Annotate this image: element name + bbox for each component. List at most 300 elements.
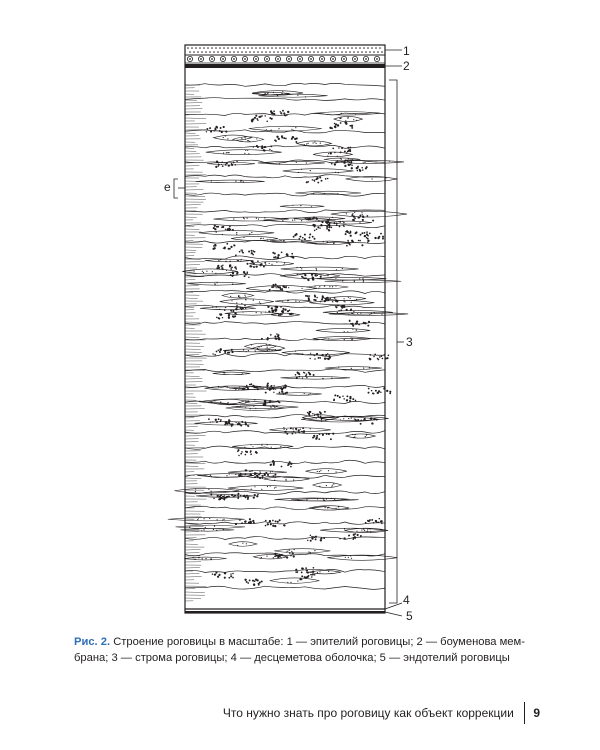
stroma-dot [305, 295, 307, 297]
stroma-dot [359, 215, 361, 217]
stroma-dot [256, 495, 258, 497]
keratocyte-dot [361, 529, 362, 530]
keratocyte-dot [288, 300, 289, 301]
stroma-dot [217, 576, 219, 578]
keratocyte-dot [230, 261, 231, 262]
keratocyte-dot [350, 338, 351, 339]
stroma-dot [244, 521, 246, 523]
epithelium-cell [279, 47, 281, 49]
stroma-dot [343, 537, 345, 539]
stroma-dot [339, 396, 341, 398]
stroma-dot [301, 571, 303, 573]
stroma-dot [231, 494, 233, 496]
keratocyte-dot [385, 177, 386, 178]
keratocyte [231, 236, 278, 240]
keratocyte-dot [293, 313, 294, 314]
basal-cell-nucleus [310, 58, 312, 60]
epithelium-cell [301, 51, 303, 53]
stroma-dot [230, 423, 232, 425]
stroma-dot [227, 228, 229, 230]
epithelium-cell [361, 51, 363, 53]
keratocyte-dot [347, 118, 348, 119]
stroma-dot [263, 265, 265, 267]
stroma-dot [376, 521, 377, 522]
keratocyte [205, 259, 251, 262]
keratocyte-dot [238, 389, 239, 390]
stroma-dot [337, 304, 339, 306]
stroma-dot [273, 385, 274, 386]
stroma-dot [254, 117, 256, 119]
keratocyte-dot [325, 507, 326, 508]
stroma-dot [295, 432, 297, 434]
stroma-dot [346, 395, 348, 397]
stroma-dot [229, 248, 231, 250]
stroma-dot [295, 569, 297, 571]
keratocyte-dot [250, 444, 251, 445]
stroma-dot [317, 227, 319, 229]
keratocyte-dot [343, 301, 344, 302]
keratocyte-dot [343, 418, 344, 419]
stroma-dot [242, 388, 244, 390]
keratocyte-dot [245, 407, 246, 408]
keratocyte-dot [336, 471, 337, 472]
keratocyte-dot [272, 471, 273, 472]
keratocyte [249, 262, 294, 266]
epithelium-cell [315, 47, 317, 49]
stroma-dot [270, 388, 272, 390]
stroma-dot [245, 423, 247, 425]
stroma-dot [285, 138, 287, 140]
stroma-dot [325, 354, 327, 356]
stroma-dot [289, 461, 291, 463]
keratocyte-dot [305, 96, 306, 97]
stroma-dot [326, 297, 328, 299]
keratocyte-dot [295, 351, 296, 352]
stroma-dot [352, 398, 354, 400]
stroma-dot [231, 349, 233, 351]
stroma-dot [282, 393, 284, 395]
stroma-dot [306, 373, 308, 375]
epithelium-cell [359, 47, 361, 49]
stroma-dot [238, 422, 239, 423]
keratocyte-dot [352, 159, 353, 160]
keratocyte-dot [251, 232, 252, 233]
keratocyte-dot [245, 150, 246, 151]
basal-cell-nucleus [288, 58, 290, 60]
keratocyte [270, 578, 320, 583]
keratocyte-dot [243, 181, 244, 182]
keratocyte-dot [236, 232, 237, 233]
stroma-dot [286, 254, 288, 256]
keratocyte-dot [319, 286, 320, 287]
stroma-dot [350, 308, 352, 310]
stroma-dot [246, 581, 248, 583]
epithelium-cell [257, 51, 259, 53]
keratocyte-dot [319, 486, 320, 487]
stroma-dot [313, 299, 315, 301]
cornea-diagram [160, 36, 420, 626]
keratocyte-dot [306, 162, 307, 163]
stroma-dot [261, 147, 263, 149]
keratocyte-dot [254, 486, 255, 487]
stroma-dot [275, 284, 277, 286]
stroma-dot [253, 583, 255, 585]
stroma-dot [282, 310, 284, 312]
keratocyte-dot [239, 402, 240, 403]
keratocyte-dot [225, 261, 226, 262]
stroma-dot [298, 431, 300, 433]
keratocyte-dot [362, 214, 363, 215]
stroma-dot [297, 372, 299, 374]
epithelium-cell [193, 51, 195, 53]
stroma-dot [219, 130, 221, 132]
keratocyte-dot [221, 164, 222, 165]
keratocyte-dot [351, 558, 352, 559]
stroma-dot [264, 115, 266, 117]
stroma-dot [361, 167, 362, 168]
stroma-dot [377, 237, 379, 239]
stroma-dot [268, 306, 270, 308]
keratocyte-dot [300, 267, 301, 268]
stroma-dot [280, 557, 281, 558]
keratocyte-dot [311, 206, 312, 207]
keratocyte-dot [327, 156, 328, 157]
keratocyte-dot [205, 527, 206, 528]
keratocyte-dot [320, 143, 321, 144]
stroma-dot [247, 425, 249, 427]
stroma-dot [324, 411, 326, 413]
keratocyte-dot [294, 549, 295, 550]
keratocyte-dot [323, 378, 324, 379]
stroma-dot [228, 421, 230, 423]
basal-cell-nucleus [321, 58, 323, 60]
stroma-dot [269, 520, 271, 522]
stroma-dot [373, 393, 375, 395]
stroma-dot [217, 265, 219, 267]
basal-cell-nucleus [332, 58, 334, 60]
stroma-dot [334, 297, 336, 299]
keratocyte-dot [348, 158, 349, 159]
keratocyte-dot [287, 582, 288, 583]
keratocyte-dot [332, 286, 333, 287]
keratocyte-dot [299, 301, 300, 302]
stroma-dot [385, 358, 387, 360]
stroma-dot [228, 496, 230, 498]
stroma-dot [312, 278, 314, 280]
keratocyte-dot [344, 331, 345, 332]
stroma-dot [241, 451, 243, 453]
stroma-dot [357, 419, 359, 421]
stroma-dot [295, 428, 297, 430]
stroma-dot [270, 146, 272, 148]
keratocyte-dot [363, 162, 364, 163]
keratocyte-dot [352, 434, 353, 435]
keratocyte-dot [256, 138, 257, 139]
stroma-dot [311, 576, 313, 578]
stroma-dot [247, 271, 249, 273]
stroma-dot [314, 574, 316, 576]
keratocyte-dot [337, 193, 338, 194]
stroma-dot [263, 404, 265, 406]
keratocyte-dot [246, 351, 247, 352]
stroma-dot [365, 167, 367, 169]
stroma-dot [234, 312, 236, 314]
stroma-dot [356, 320, 358, 322]
keratocyte-dot [295, 127, 296, 128]
stroma-dot [347, 240, 349, 242]
stroma-dot [252, 520, 254, 522]
keratocyte-dot [247, 218, 248, 219]
stroma-dot [344, 121, 346, 123]
keratocyte-dot [226, 475, 227, 476]
stroma-dot [250, 453, 252, 455]
keratocyte-dot [241, 141, 242, 142]
stroma-dot [282, 308, 284, 310]
stroma-dot [273, 392, 274, 393]
stroma-dot [284, 431, 286, 433]
stroma-dot [389, 392, 391, 394]
keratocyte-dot [300, 205, 301, 206]
stroma-dot [343, 398, 345, 400]
keratocyte-dot [363, 529, 364, 530]
stroma-dot [362, 169, 364, 171]
stroma-dot [312, 224, 314, 226]
stroma-dot [252, 262, 254, 264]
keratocyte-dot [275, 349, 276, 350]
keratocyte-dot [360, 313, 361, 314]
keratocyte [269, 428, 331, 432]
stroma-dot [308, 414, 310, 416]
keratocyte-dot [291, 129, 292, 130]
stroma-dot [219, 351, 221, 353]
keratocyte [182, 269, 237, 274]
keratocyte-dot [248, 140, 249, 141]
stroma-dot [233, 162, 235, 164]
keratocyte-dot [305, 218, 306, 219]
keratocyte-dot [273, 92, 274, 93]
stroma-dot [224, 496, 226, 498]
stroma-dot [285, 392, 287, 394]
layer-label-2: 2 [403, 59, 410, 73]
stroma-dot [330, 152, 332, 154]
keratocyte-dot [344, 528, 345, 529]
keratocyte-dot [232, 284, 233, 285]
stroma-lamella [185, 569, 385, 572]
stroma-dot [274, 336, 276, 338]
stroma-dot [246, 263, 248, 265]
keratocyte-dot [328, 153, 329, 154]
stroma-dot [347, 242, 348, 243]
keratocyte-dot [210, 475, 211, 476]
basal-cell-nucleus [376, 58, 378, 60]
epithelium-cell [201, 51, 203, 53]
epithelium-cell [231, 47, 233, 49]
stroma-dot [244, 275, 246, 277]
stroma-dot [306, 572, 307, 573]
keratocyte-dot [212, 271, 213, 272]
keratocyte-dot [245, 296, 246, 297]
stroma-dot [215, 419, 217, 421]
epithelium-cell [205, 51, 207, 53]
stroma-dot [251, 470, 253, 472]
stroma-dot [318, 357, 320, 359]
stroma-dot [270, 385, 272, 387]
stroma-dot [247, 497, 249, 499]
keratocyte-dot [316, 288, 317, 289]
keratocyte-dot [354, 418, 355, 419]
keratocyte-dot [267, 347, 268, 348]
keratocyte-dot [206, 271, 207, 272]
stroma-dot [252, 580, 254, 582]
epithelium-cell [207, 47, 209, 49]
keratocyte-dot [321, 274, 322, 275]
keratocyte-dot [354, 436, 355, 437]
stroma-dot [350, 147, 352, 149]
stroma-dot [299, 236, 301, 238]
stroma-dot [380, 520, 382, 522]
keratocyte-dot [354, 281, 355, 282]
stroma-lamella [185, 586, 385, 589]
stroma-dot [292, 552, 294, 554]
keratocyte-dot [269, 349, 270, 350]
stroma-dot [379, 518, 381, 520]
epithelium-cell [351, 47, 353, 49]
keratocyte-dot [356, 120, 357, 121]
keratocyte-dot [265, 312, 266, 313]
stroma-dot [281, 137, 283, 139]
keratocyte-dot [195, 488, 196, 489]
stroma-dot [250, 470, 251, 471]
keratocyte-dot [267, 444, 268, 445]
stroma-dot [360, 419, 362, 421]
keratocyte-dot [239, 387, 240, 388]
keratocyte-dot [302, 353, 303, 354]
keratocyte-dot [194, 270, 195, 271]
stroma-dot [348, 243, 350, 245]
keratocyte-dot [222, 234, 223, 235]
stroma-dot [232, 275, 234, 277]
stroma-dot [265, 392, 267, 394]
keratocyte-dot [236, 234, 237, 235]
epithelium-cell [367, 47, 369, 49]
epithelium-cell [275, 47, 277, 49]
stroma-dot [270, 464, 272, 466]
keratocyte-dot [253, 300, 254, 301]
keratocyte [327, 221, 372, 224]
figure-caption [74, 634, 544, 666]
stroma-dot [344, 159, 346, 161]
stroma-dot [291, 256, 293, 258]
basal-cell-nucleus [244, 58, 246, 60]
stroma-dot [352, 241, 354, 243]
keratocyte-dot [242, 543, 243, 544]
keratocyte-dot [244, 447, 245, 448]
stroma-dot [221, 494, 223, 496]
stroma-dot [283, 524, 285, 526]
stroma-dot [368, 321, 370, 323]
keratocyte-dot [281, 314, 282, 315]
layer-label-3: 3 [406, 335, 413, 349]
keratocyte-dot [347, 331, 348, 332]
keratocyte-dot [352, 338, 353, 339]
stroma-dot [264, 262, 266, 264]
keratocyte-dot [233, 218, 234, 219]
stroma-dot [353, 534, 355, 536]
keratocyte-dot [314, 286, 315, 287]
epithelium-cell [213, 51, 215, 53]
keratocyte-dot [370, 532, 371, 533]
stroma-dot [234, 245, 236, 247]
keratocyte-dot [282, 301, 283, 302]
stroma-dot [256, 473, 257, 474]
epithelium-cell [223, 47, 225, 49]
stroma-dot [305, 375, 307, 377]
stroma-dot [318, 438, 320, 440]
stroma-dot [235, 523, 237, 525]
stroma-dot [323, 537, 325, 539]
stroma-dot [251, 250, 253, 252]
stroma-dot [290, 466, 292, 468]
keratocyte-dot [313, 193, 314, 194]
stroma-dot [223, 126, 225, 128]
stroma-dot [279, 392, 281, 394]
stroma-dot [336, 222, 338, 224]
basal-cell-nucleus [211, 58, 213, 60]
stroma-dot [386, 357, 388, 359]
stroma-dot [298, 376, 300, 378]
epithelium-cell [271, 47, 273, 49]
stroma-dot [307, 279, 309, 281]
stroma-dot [251, 265, 253, 267]
keratocyte-dot [277, 95, 278, 96]
stroma-dot [332, 148, 334, 150]
basal-cell-nucleus [222, 58, 224, 60]
stroma-dot [315, 538, 317, 540]
keratocyte-dot [327, 242, 328, 243]
stroma-dot [369, 233, 371, 235]
stroma-dot [271, 150, 272, 151]
stroma-dot [244, 273, 246, 275]
keratocyte-dot [385, 180, 386, 181]
stroma-dot [291, 253, 293, 255]
stroma-dot [324, 300, 326, 302]
keratocyte-dot [326, 498, 327, 499]
keratocyte-dot [327, 507, 328, 508]
stroma-dot [275, 309, 277, 311]
keratocyte-dot [211, 476, 212, 477]
stroma-dot [266, 121, 268, 123]
stroma-dot [273, 463, 275, 465]
keratocyte-dot [348, 418, 349, 419]
stroma-dot [355, 323, 357, 325]
layer-label-4: 4 [403, 593, 410, 607]
keratocyte-dot [375, 161, 376, 162]
stroma-dot [355, 420, 357, 422]
stroma-dot [378, 522, 379, 523]
stroma-dot [349, 320, 351, 322]
stroma-bracket [389, 80, 397, 603]
stroma-dot [246, 385, 248, 387]
keratocyte-dot [363, 281, 364, 282]
keratocyte-dot [381, 314, 382, 315]
keratocyte-dot [270, 471, 271, 472]
stroma-dot [226, 162, 228, 164]
stroma-dot [245, 469, 247, 471]
keratocyte-dot [336, 508, 337, 509]
stroma-dot [362, 216, 364, 218]
stroma-dot [210, 131, 212, 133]
keratocyte-dot [328, 338, 329, 339]
